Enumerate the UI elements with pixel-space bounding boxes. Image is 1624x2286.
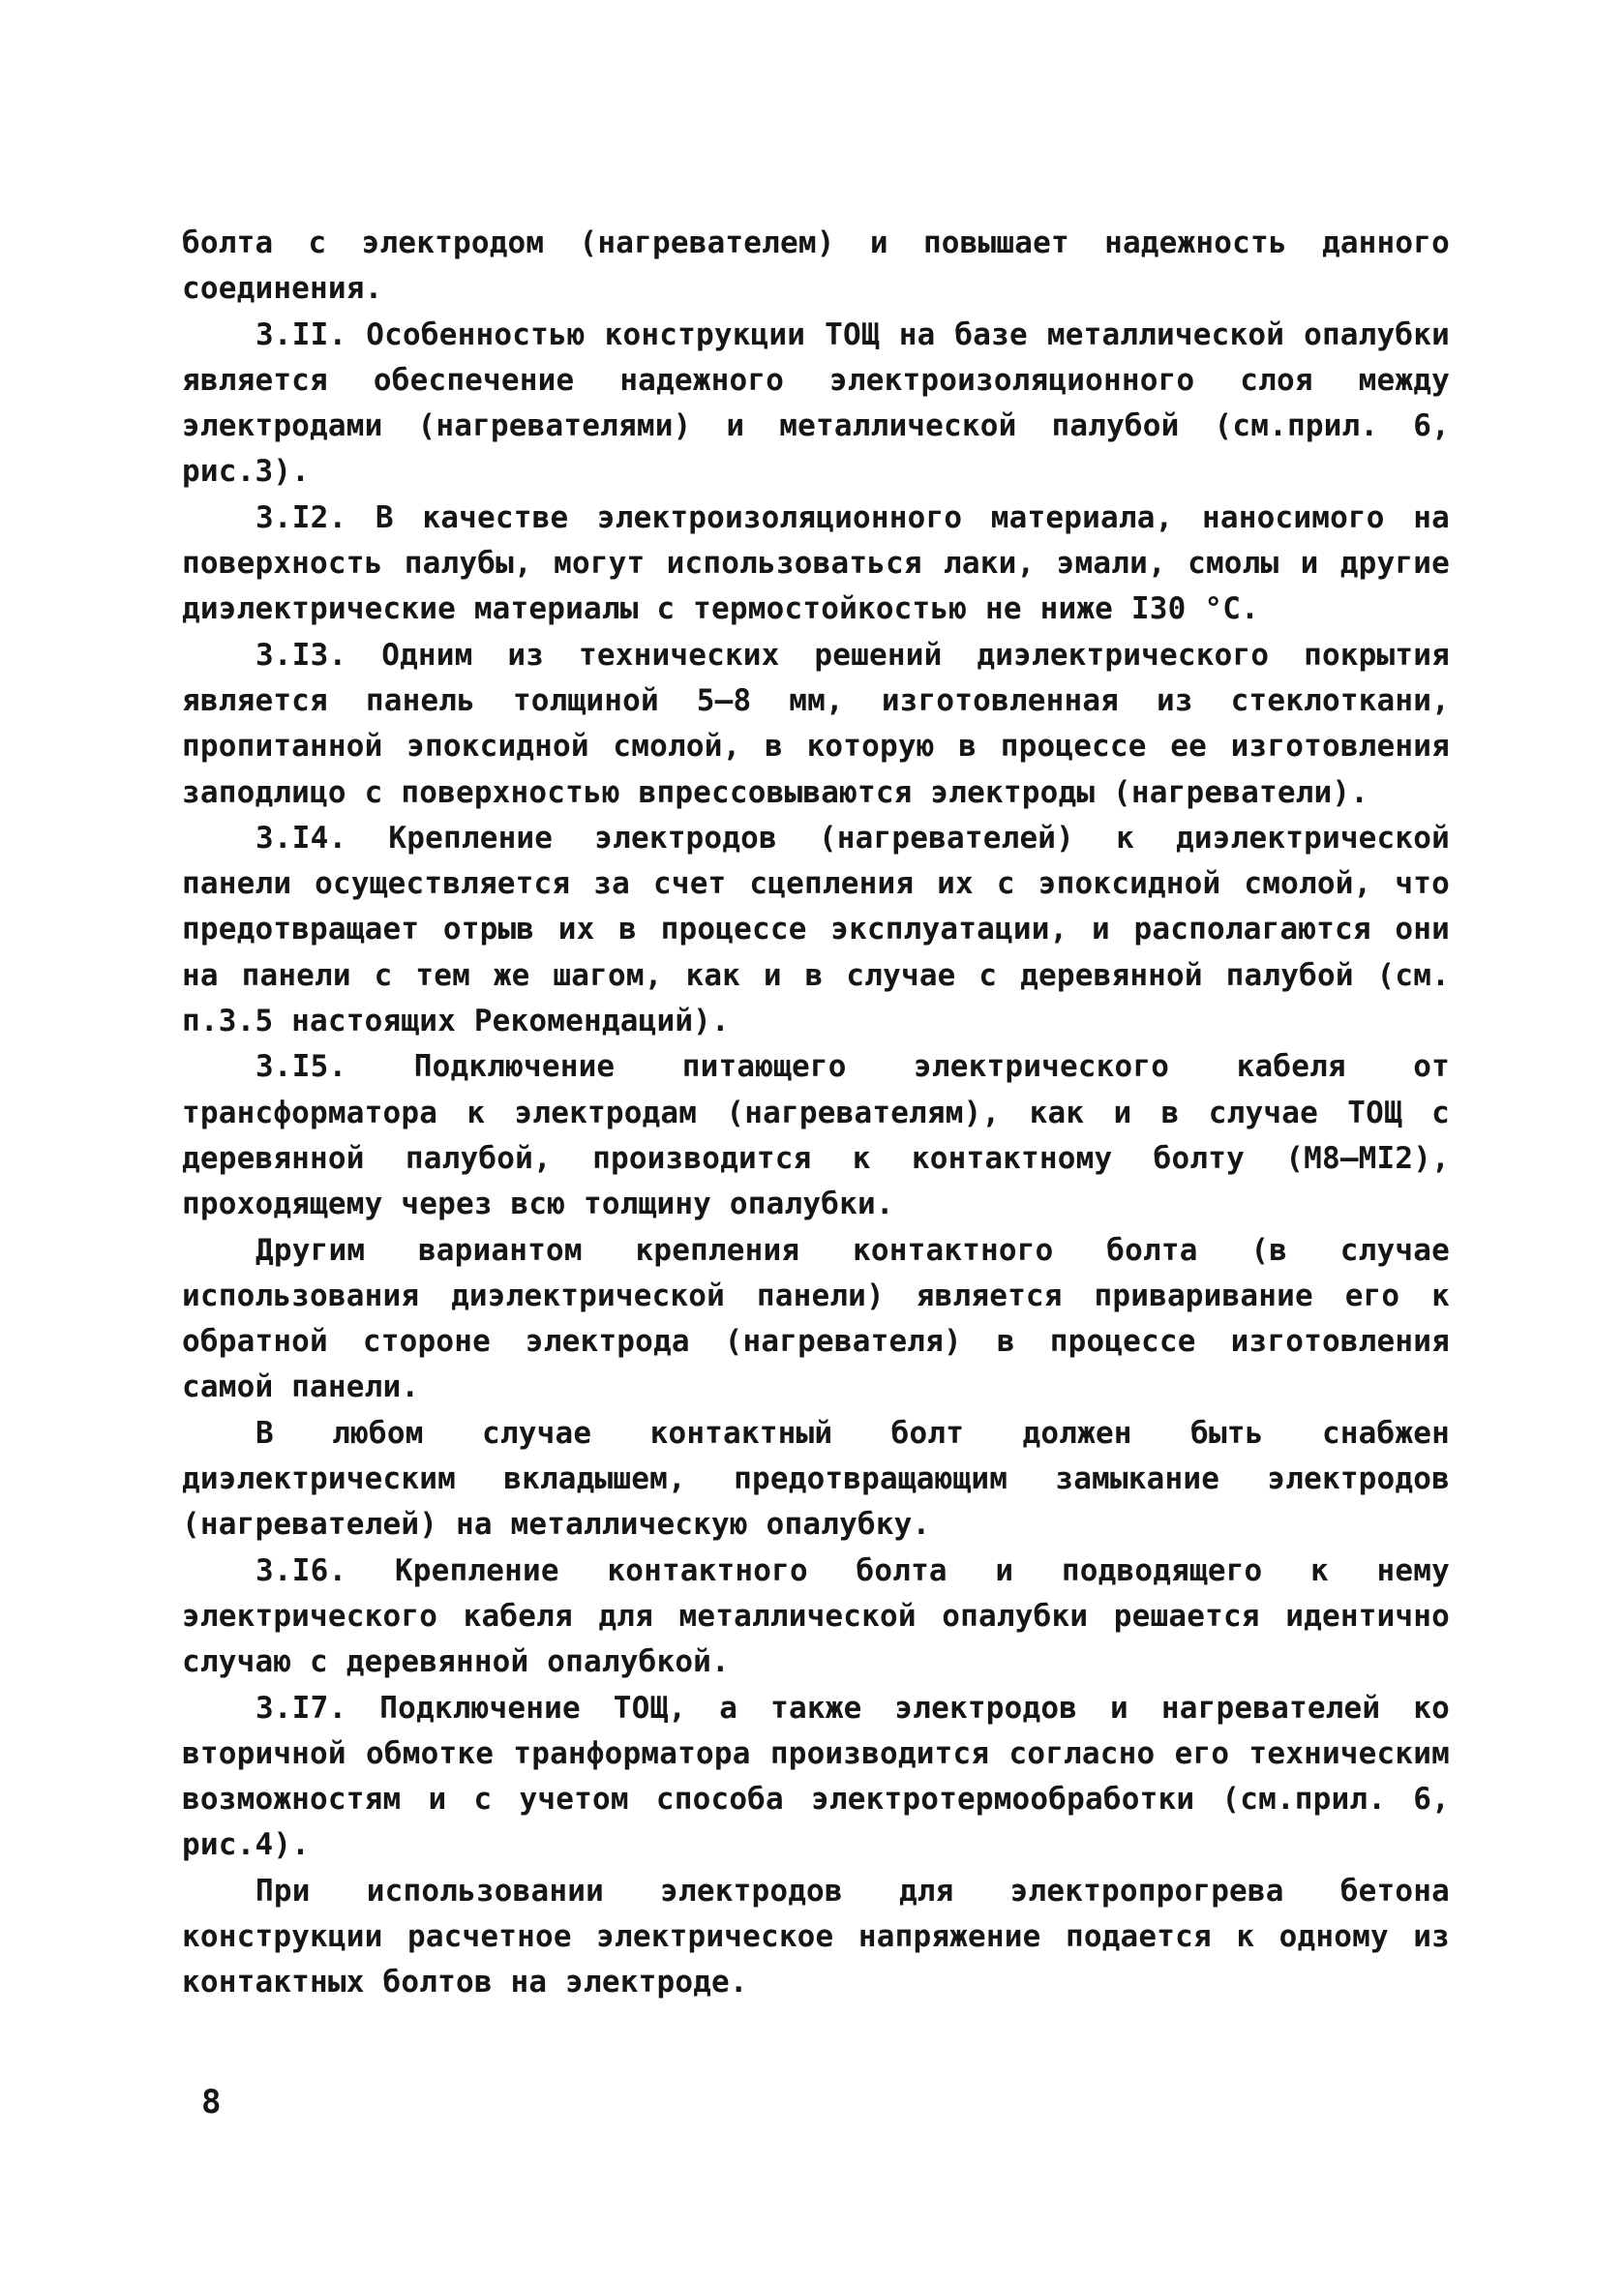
paragraph-3-15: 3.I5. Подключение питающего электрического кабеля от трансформатора к электродам (нагревателям), как и в случае ТОЩ с деревянной палубой, производится к контактному болту (М8–МI2), проходящему через всю толщину опалубки.: [182, 1049, 1450, 1222]
paragraph-3-11: 3.II. Особенностью конструкции ТОЩ на базе металлической опалубки является обеспечение надежного электроизоляционного слоя между электродами (нагревателями) и металлической палубой (см.прил. 6, рис.3).: [182, 316, 1450, 490]
paragraph-3-12: 3.I2. В качестве электроизоляционного материала, наносимого на поверхность палубы, могут использоваться лаки, эмали, смолы и другие диэлектрические материалы с термостойкостью не ниже I30 °С.: [182, 499, 1450, 627]
paragraph-3-16: 3.I6. Крепление контактного болта и подводящего к нему электрического кабеля для металлической опалубки решается идентично случаю с деревянной опалубкой.: [182, 1552, 1450, 1680]
paragraph-electrode-use: При использовании электродов для электропрогрева бетона конструкции расчетное электрическое напряжение подается к одному из контактных болтов на электроде.: [182, 1873, 1450, 2000]
paragraph-continuation: болта с электродом (нагревателем) и повышает надежность данного соединения.: [182, 226, 1450, 307]
paragraph-any-case: В любом случае контактный болт должен быть снабжен диэлектрическим вкладышем, предотвращающим замыкание электродов (нагревателей) на металлическую опалубку.: [182, 1415, 1450, 1543]
paragraph-3-17: 3.I7. Подключение ТОЩ, а также электродов и нагревателей ко вторичной обмотке транформатора производится согласно его техническим возможностям и с учетом способа электротермообработки (см.прил. 6, рис.4).: [182, 1690, 1450, 1863]
page-number: 8: [201, 2083, 222, 2121]
paragraph-3-13: 3.I3. Одним из технических решений диэлектрического покрытия является панель толщиной 5–8 мм, изготовленная из стеклоткани, пропитанной эпоксидной смолой, в которую в процессе ее изготовления заподлицо с поверхностью впрессовываются электроды (нагреватели).: [182, 637, 1450, 810]
body-text: [182, 221, 1450, 2006]
paragraph-3-14: 3.I4. Крепление электродов (нагревателей) к диэлектрической панели осуществляется за счет сцепления их с эпоксидной смолой, что предотвращает отрыв их в процессе эксплуатации, и располагаются они на панели с тем же шагом, как и в случае с деревянной палубой (см. п.3.5 настоящих Рекомендаций).: [182, 820, 1450, 1039]
paragraph-other-variant: Другим вариантом крепления контактного болта (в случае использования диэлектрической панели) является приваривание его к обратной стороне электрода (нагревателя) в процессе изготовления самой панели.: [182, 1232, 1450, 1405]
